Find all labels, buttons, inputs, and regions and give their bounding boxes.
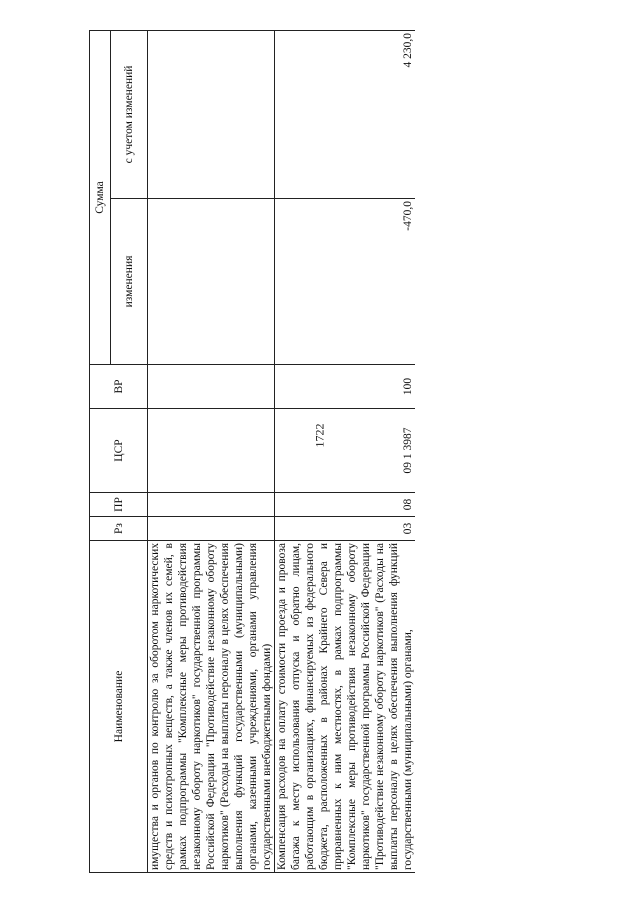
row-changes [148, 199, 275, 365]
row-with-changes: 4 230,0 [275, 30, 416, 198]
table-row [275, 30, 416, 872]
row-name-text: Компенсация расходов на оплату стоимости проезда и провоза багажа к месту использования отпуска и обратно лицам, работающим в организациях, финансируемых из федерального бюджета, расположенных в районах Крайнего Севера и приравненных к ним местностях, в рамках подпрограммы "Комплексные меры противодействия незаконному обороту наркотиков" государственной программы Российской Федерации "Противодействие незаконному обороту наркотиков" (Расходы на выплаты персоналу в целях обеспечения выполнения функций государственными (муниципальными) органами, [276, 543, 414, 870]
row-pr: 08 [275, 493, 416, 517]
row-vr [148, 365, 275, 409]
row-name-text: имущества и органов по контролю за оборотом наркотических средств и психотропных веществ, а также членов их семей, в рамках подпрограммы "Комплексные меры противодействия незаконному обороту наркотиков" государственной программы Российской Федерации "Противодействие незаконному обороту наркотиков" (Расходы на выплаты персоналу в целях обеспечения выполнения функций государственными (муниципальными) органами, казенными учреждениями, органами управления государственными внебюджетными фондами) [149, 543, 273, 870]
row-name [148, 541, 275, 873]
page-number: 1722 [312, 423, 327, 448]
row-pr [148, 493, 275, 517]
row-rz: 03 [275, 517, 416, 541]
header-csr: ЦСР [90, 409, 148, 493]
row-vr: 100 [275, 365, 416, 409]
row-name [275, 541, 416, 873]
table-row [148, 30, 275, 872]
budget-table [89, 30, 415, 873]
header-name: Наименование [90, 541, 148, 873]
row-changes: -470,0 [275, 199, 416, 365]
header-rz: Рз [90, 517, 148, 541]
budget-table-sheet [89, 31, 543, 873]
header-with-changes: с учетом изменений [111, 30, 148, 198]
row-csr [148, 409, 275, 493]
header-vr: ВР [90, 365, 148, 409]
row-csr: 09 1 3987 [275, 409, 416, 493]
header-sum: Сумма [90, 30, 111, 364]
row-rz [148, 517, 275, 541]
header-pr: ПР [90, 493, 148, 517]
header-changes: изменения [111, 199, 148, 365]
row-with-changes [148, 30, 275, 198]
